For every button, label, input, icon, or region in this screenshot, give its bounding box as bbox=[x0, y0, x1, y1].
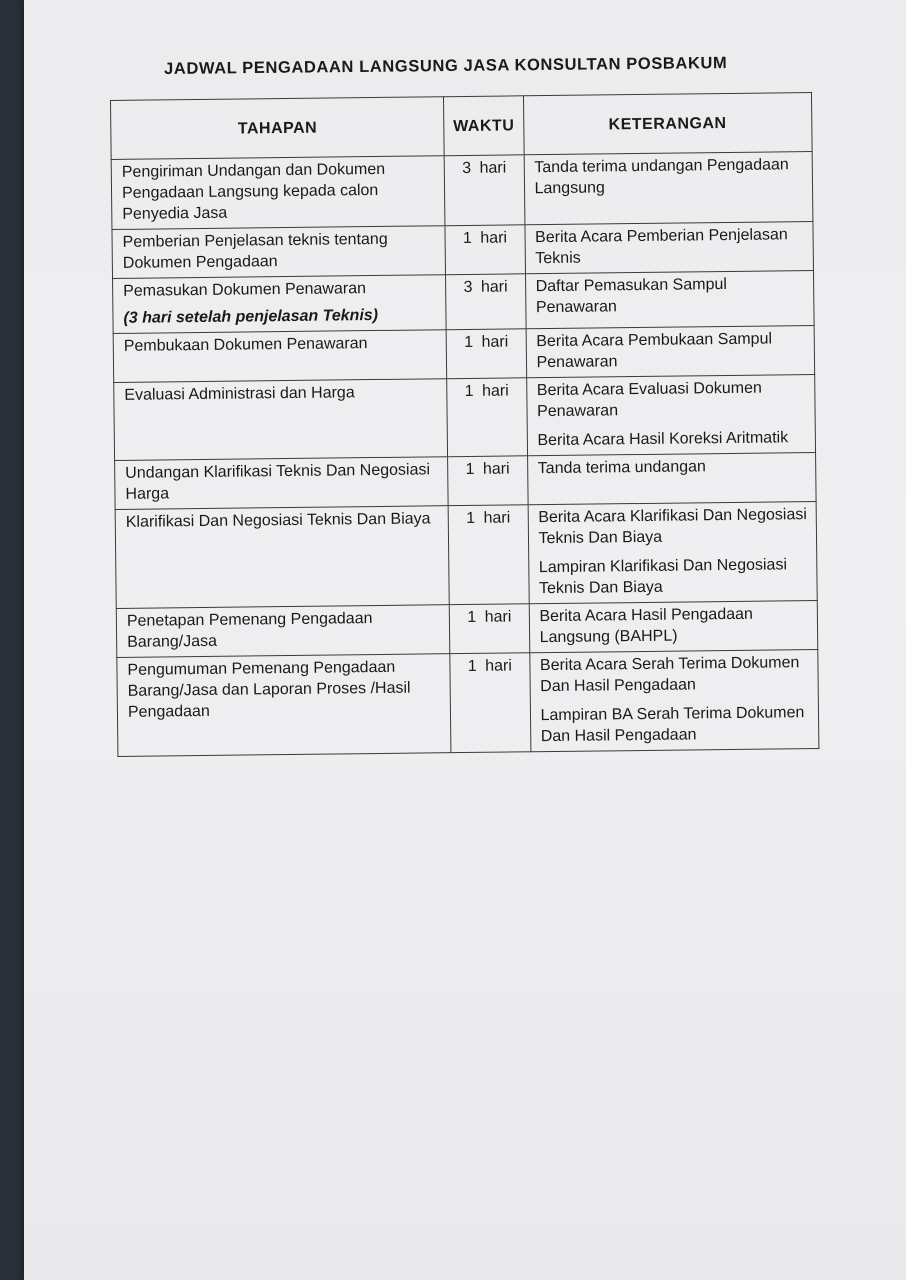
note-line: Tanda terima undangan Pengadaan Langsung bbox=[534, 156, 789, 198]
time-cell: 3 hari bbox=[444, 155, 524, 226]
stage-cell bbox=[115, 506, 449, 609]
note-cell bbox=[525, 271, 814, 329]
note-line: Lampiran BA Serah Terima Dokumen Dan Hasil Pengadaan bbox=[540, 704, 805, 746]
table-row bbox=[117, 650, 819, 757]
stage-text: Pengiriman Undangan dan Dokumen Pengadaan Langsung kepada calon Penyedia Jasa bbox=[121, 160, 386, 223]
note-line: Tanda terima undangan bbox=[537, 458, 706, 478]
note-cell bbox=[524, 152, 813, 225]
note-line: Berita Acara Serah Terima Dokumen Dan Hasil Pengadaan bbox=[539, 654, 800, 696]
time-cell: 1 hari bbox=[446, 329, 526, 379]
time-cell: 1 hari bbox=[445, 225, 525, 275]
schedule-table bbox=[110, 92, 819, 757]
time-cell: 1 hari bbox=[450, 653, 530, 753]
stage-cell bbox=[111, 156, 445, 230]
stage-cell bbox=[113, 330, 447, 383]
header-time: WAKTU bbox=[444, 96, 524, 156]
time-cell: 3 hari bbox=[446, 274, 526, 330]
time-cell: 1 hari bbox=[450, 604, 530, 654]
stage-cell bbox=[113, 275, 447, 334]
note-line: Berita Acara Hasil Pengadaan Langsung (BAHPL) bbox=[539, 605, 753, 647]
stage-cell bbox=[116, 605, 450, 658]
header-note: KETERANGAN bbox=[523, 93, 812, 155]
time-cell: 1 hari bbox=[447, 378, 527, 457]
table-row bbox=[116, 601, 818, 658]
header-stage: TAHAPAN bbox=[111, 97, 445, 160]
table-body bbox=[111, 152, 819, 757]
stage-cell bbox=[115, 457, 449, 510]
document-title: JADWAL PENGADAAN LANGSUNG JASA KONSULTAN POSBAKUM bbox=[164, 54, 728, 78]
time-cell: 1 hari bbox=[448, 456, 528, 506]
stage-text: Pembukaan Dokumen Penawaran bbox=[123, 335, 368, 355]
stage-text: Pemasukan Dokumen Penawaran bbox=[123, 280, 367, 300]
note-line: Berita Acara Klarifikasi Dan Negosiasi Teknis Dan Biaya bbox=[538, 506, 807, 548]
note-line: Lampiran Klarifikasi Dan Negosiasi Teknis Dan Biaya bbox=[538, 556, 788, 598]
table-row bbox=[111, 152, 813, 230]
note-line: Berita Acara Evaluasi Dokumen Penawaran bbox=[536, 379, 762, 421]
stage-cell bbox=[117, 654, 451, 757]
table-row bbox=[114, 375, 816, 461]
paper-sheet bbox=[24, 0, 906, 1280]
note-cell bbox=[529, 650, 819, 752]
stage-text: Penetapan Pemenang Pengadaan Barang/Jasa bbox=[126, 610, 373, 651]
stage-text: Pemberian Penjelasan teknis tentang Dokumen Pengadaan bbox=[122, 230, 388, 272]
stage-cell bbox=[114, 379, 448, 461]
note-cell bbox=[528, 502, 818, 604]
table-row bbox=[113, 271, 815, 334]
note-cell bbox=[526, 375, 815, 456]
stage-text: Undangan Klarifikasi Teknis Dan Negosiasi Harga bbox=[125, 461, 431, 503]
table-row bbox=[112, 222, 814, 279]
time-cell: 1 hari bbox=[448, 505, 528, 605]
stage-text: Pengumuman Pemenang Pengadaan Barang/Jasa dan Laporan Proses /Hasil Pengadaan bbox=[127, 658, 411, 721]
stage-note: (3 hari setelah penjelasan Teknis) bbox=[123, 306, 379, 327]
note-cell bbox=[524, 222, 813, 274]
stage-cell bbox=[112, 226, 446, 279]
note-cell bbox=[529, 601, 818, 653]
stage-text: Evaluasi Administrasi dan Harga bbox=[124, 384, 355, 404]
table-header-row bbox=[111, 93, 813, 160]
note-line: Berita Acara Hasil Koreksi Aritmatik bbox=[537, 429, 789, 450]
table-row bbox=[115, 453, 817, 510]
stage-text: Klarifikasi Dan Negosiasi Teknis Dan Biaya bbox=[125, 510, 431, 531]
note-cell bbox=[527, 453, 816, 505]
table-row bbox=[113, 326, 815, 383]
note-line: Berita Acara Pemberian Penjelasan Teknis bbox=[535, 226, 788, 268]
note-line: Daftar Pemasukan Sampul Penawaran bbox=[535, 276, 727, 317]
note-line: Berita Acara Pembukaan Sampul Penawaran bbox=[536, 330, 773, 372]
note-cell bbox=[526, 326, 815, 378]
table-row bbox=[115, 502, 817, 609]
